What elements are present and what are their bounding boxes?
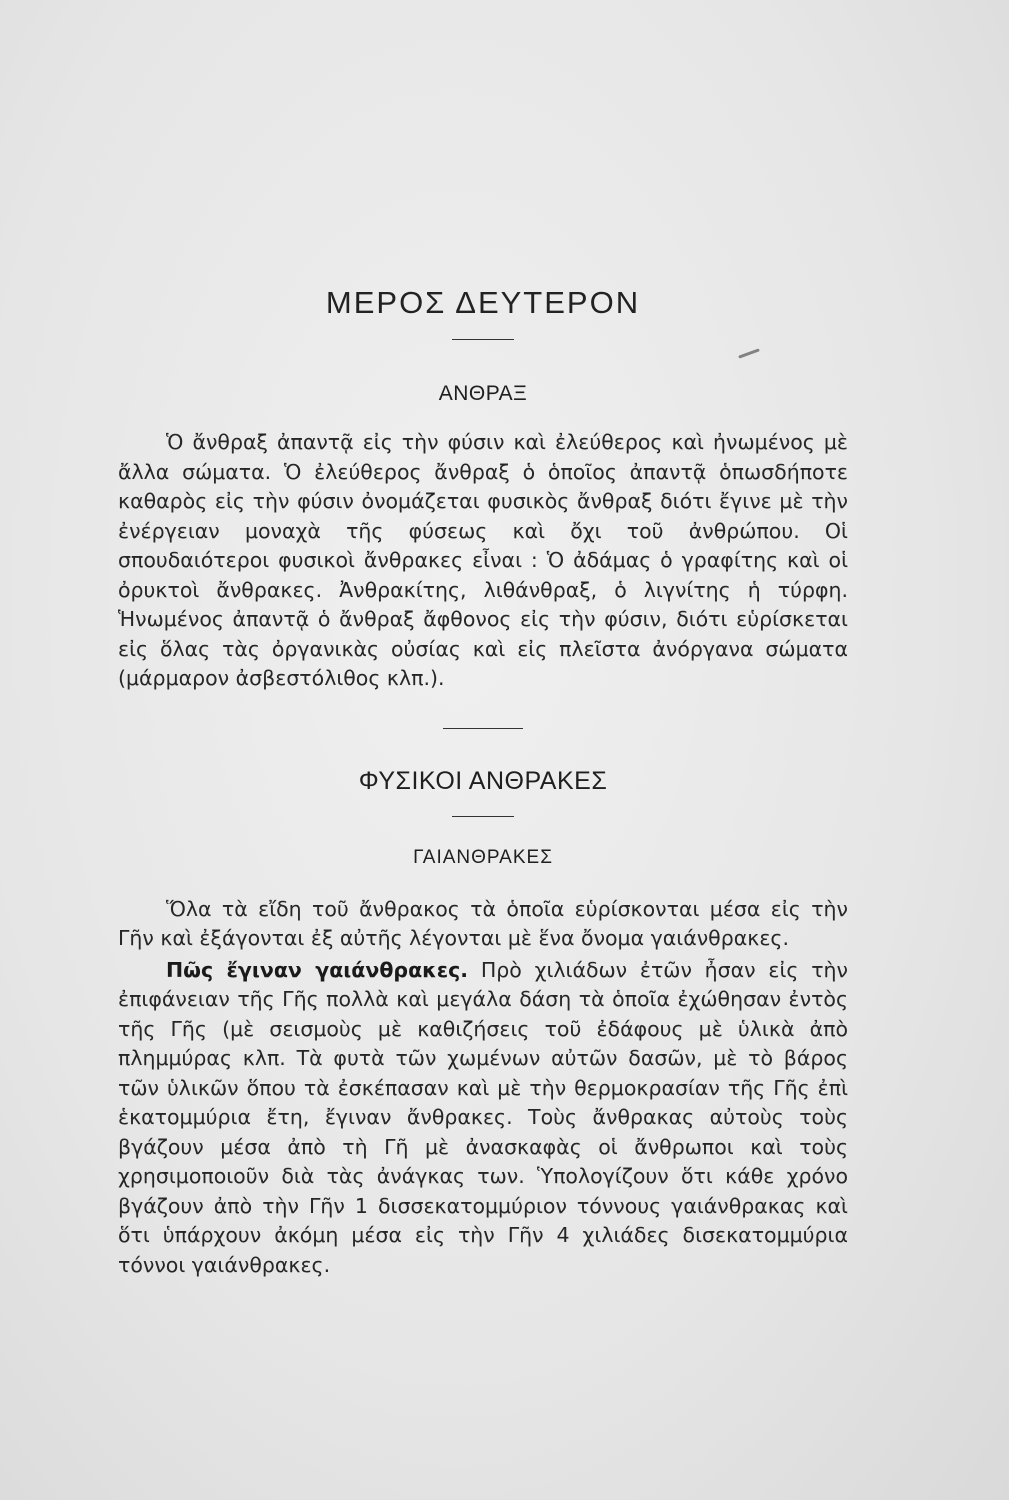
part-title: ΜΕΡΟΣ ΔΕΥΤΕΡΟΝ xyxy=(325,285,641,320)
divider-rule xyxy=(452,339,514,340)
paragraph-coal-formation-text: Πρὸ χιλιάδων ἐτῶν ἦσαν εἰς τὴν ἐπιφάνειαν τῆς Γῆς πολλὰ καὶ μεγάλα δάση τὰ ὁποῖα ἐχώθησαν ἐντὸς τῆς Γῆς (μὲ σεισμοὺς μὲ καθιζήσεις τοῦ ἐδάφους μὲ ὑλικὰ ἀπὸ πλημμύρας κλπ. Τὰ φυτὰ τῶν χωμένων αὐτῶν δασῶν, μὲ τὸ βάρος τῶν ὑλικῶν ὅπου τὰ ἐσκέπασαν καὶ μὲ τὴν θερμοκρασίαν τῆς Γῆς ἐπὶ ἑκατομμύρια ἔτη, ἔγιναν ἄνθρακες. Τοὺς ἄνθρακας αὐτοὺς τοὺς βγάζουν μέσα ἀπὸ τὴ Γῆ μὲ ἀνασκαφὰς οἱ ἄνθρωποι καὶ τοὺς χρησιμοποιοῦν διὰ τὰς ἀνάγκας των. Ὑπολογίζουν ὅτι κάθε χρόνο βγάζουν ἀπὸ τὴν Γῆν 1 δισσεκατομμύριον τόννους γαιάνθρακας καὶ ὅτι ὑπάρχουν ἀκόμη μέσα εἰς τὴν Γῆν 4 χιλιάδες δισεκατομμύρια τόννοι γαιάνθρακες. xyxy=(118,957,848,1277)
page-content xyxy=(118,285,848,1280)
section-title-natural-coals: ΦΥΣΙΚΟΙ ΑΝΘΡΑΚΕΣ xyxy=(358,766,608,795)
subsection-title-coal: ΓΑΙΑΝΘΡΑΚΕΣ xyxy=(413,846,553,868)
divider-rule xyxy=(443,728,523,729)
paragraph-coal-formation xyxy=(118,956,848,1281)
paragraph-lead-heading: Πῶς ἔγιναν γαιάνθρακες. xyxy=(166,957,469,982)
divider-rule xyxy=(452,816,514,817)
paragraph-anthrax: Ὁ ἄνθραξ ἀπαντᾷ εἰς τὴν φύσιν καὶ ἐλεύθερος καὶ ἠνωμένος μὲ ἄλλα σώματα. Ὁ ἐλεύθερος ἄνθραξ ὁ ὁποῖος ἀπαντᾷ ὁπωσδήποτε καθαρὸς εἰς τὴν φύσιν ὀνομάζεται φυσικὸς ἄνθραξ διότι ἔγινε μὲ τὴν ἐνέργειαν μοναχὰ τῆς φύσεως καὶ ὄχι τοῦ ἀνθρώπου. Οἱ σπουδαιότεροι φυσικοὶ ἄνθρακες εἶναι : Ὁ ἀδάμας ὁ γραφίτης καὶ οἱ ὀρυκτοὶ ἄνθρακες. Ἀνθρακίτης, λιθάνθραξ, ὁ λιγνίτης ἡ τύρφη. Ἡνωμένος ἀπαντᾷ ὁ ἄνθραξ ἄφθονος εἰς τὴν φύσιν, διότι εὑρίσκεται εἰς ὅλας τὰς ὀργανικὰς οὐσίας καὶ εἰς πλεῖστα ἀνόργανα σώματα (μάρμαρον ἀσβεστόλιθος κλπ.). xyxy=(118,430,848,690)
section-title-anthrax: ΑΝΘΡΑΞ xyxy=(438,382,528,405)
paragraph-coal-definition: Ὅλα τὰ εἴδη τοῦ ἄνθρακος τὰ ὁποῖα εὑρίσκονται μέσα εἰς τὴν Γῆν καὶ ἐξάγονται ἐξ αὐτῆς λέγονται μὲ ἕνα ὄνομα γαιάνθρακες. xyxy=(118,896,848,950)
